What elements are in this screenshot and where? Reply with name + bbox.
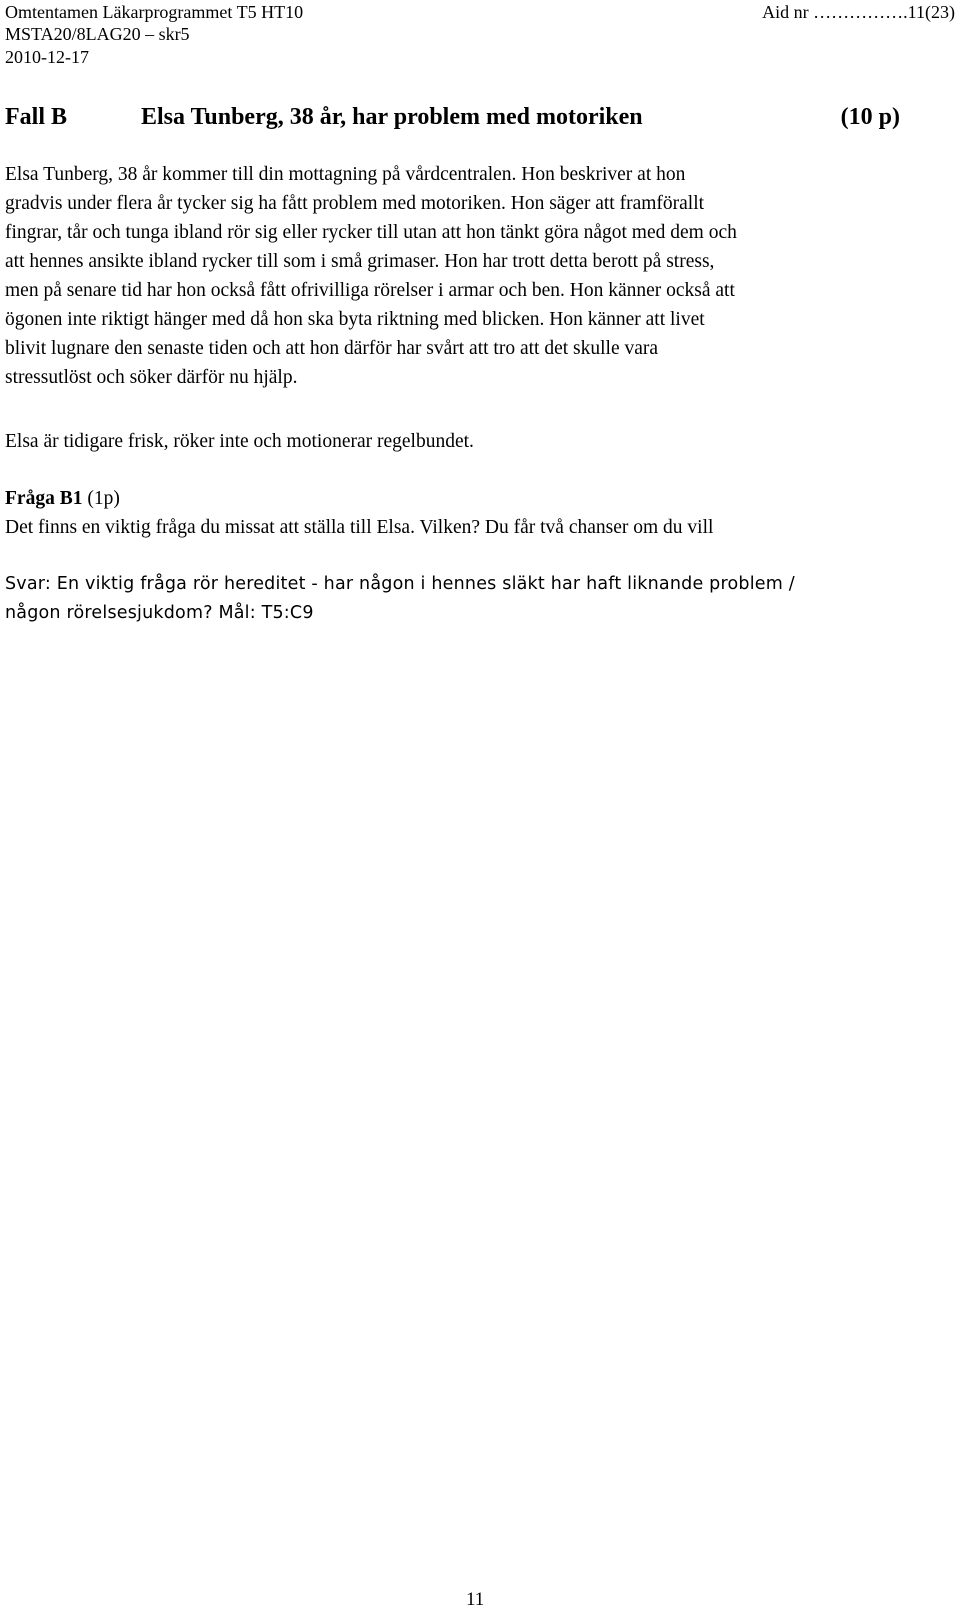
question-heading [5,484,713,513]
header-date: 2010-12-17 [5,47,89,67]
case-description [5,160,737,392]
case-text-line: gradvis under flera år tycker sig ha fått problem med motoriken. Hon säger att framförallt [5,193,705,214]
question-b1 [5,484,713,542]
case-text-line: blivit lugnare den senaste tiden och att hon därför har svårt att tro att det skulle vara [5,338,659,359]
case-text-line: stressutlöst och söker därför nu hjälp. [5,367,298,388]
answer-block [5,570,795,628]
case-label: Fall B [5,104,68,130]
case-history [5,427,474,456]
question-points: (1p) [82,488,120,509]
answer-line: Svar: En viktig fråga rör hereditet - har någon i hennes släkt har haft liknande problem / [5,574,795,594]
case-title: Elsa Tunberg, 38 år, har problem med motoriken [141,104,643,130]
exam-page [5,0,955,1620]
case-text-line: fingrar, tår och tunga ibland rör sig eller rycker till utan att hon tänkt göra något med dem och [5,222,737,243]
header-aid-number: Aid nr …………….11(23) [762,2,955,22]
case-text-line: Elsa Tunberg, 38 år kommer till din mottagning på vårdcentralen. Hon beskriver at hon [5,164,686,185]
header-course-code: MSTA20/8LAG20 – skr5 [5,24,190,44]
history-text: Elsa är tidigare frisk, röker inte och motionerar regelbundet. [5,431,474,452]
header-course: Omtentamen Läkarprogrammet T5 HT10 [5,2,304,22]
case-text-line: att hennes ansikte ibland rycker till som i små grimaser. Hon har trott detta berott på stress, [5,251,715,272]
case-text-line: men på senare tid har hon också fått ofrivilliga rörelser i armar och ben. Hon känner också att [5,280,735,301]
question-label: Fråga B1 [5,488,83,509]
answer-line: någon rörelsesjukdom? Mål: T5:C9 [5,603,314,623]
case-text-line: ögonen inte riktigt hänger med då hon ska byta riktning med blicken. Hon känner att livet [5,309,705,330]
case-points: (10 p) [840,104,900,130]
case-heading [5,100,900,134]
page-number: 11 [466,1589,485,1610]
question-text: Det finns en viktig fråga du missat att ställa till Elsa. Vilken? Du får två chanser om du vill [5,517,714,538]
